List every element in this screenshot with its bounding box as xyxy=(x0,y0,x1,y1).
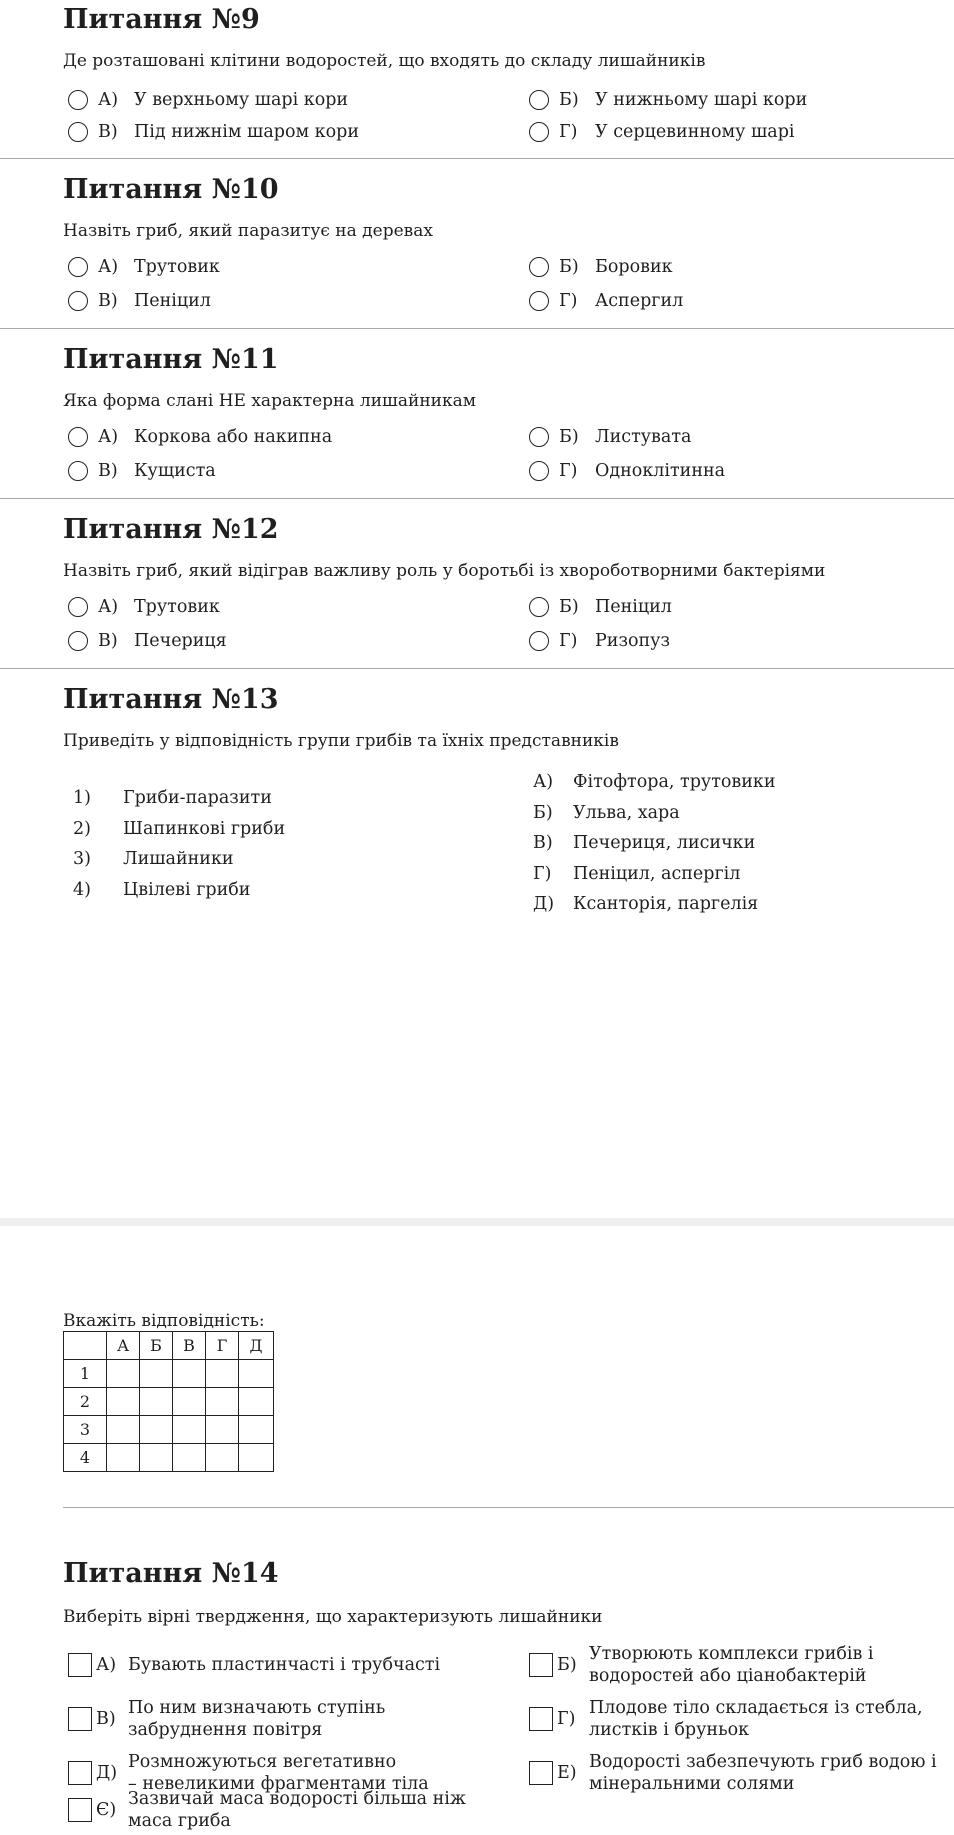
grid-col-header: Г xyxy=(206,1332,239,1360)
option-a[interactable]: А) Трутовик xyxy=(68,253,220,281)
checkbox[interactable] xyxy=(68,1707,92,1731)
grid-cell[interactable] xyxy=(173,1444,206,1472)
question-10 xyxy=(0,159,954,329)
question-title: Питання №10 xyxy=(63,174,279,205)
question-title: Питання №14 xyxy=(63,1558,279,1589)
question-11 xyxy=(0,329,954,499)
list-item: Г) Пеніцил, аспергіл xyxy=(533,863,741,884)
radio-icon[interactable] xyxy=(68,257,88,277)
grid-row-header: 3 xyxy=(64,1416,107,1444)
list-item: Д) Ксанторія, паргелія xyxy=(533,894,759,915)
grid-cell[interactable] xyxy=(239,1444,274,1472)
question-14 xyxy=(0,1508,954,1835)
grid-cell[interactable] xyxy=(140,1416,173,1444)
match-left-list xyxy=(73,783,285,905)
option-v[interactable]: В) Печериця xyxy=(68,627,227,655)
option-b[interactable]: Б) Пеніцил xyxy=(529,593,672,621)
list-item: 1) Гриби-паразити xyxy=(73,788,272,809)
grid-col-header: Д xyxy=(239,1332,274,1360)
question-title: Питання №13 xyxy=(63,684,279,715)
radio-icon[interactable] xyxy=(529,597,549,617)
radio-icon[interactable] xyxy=(529,461,549,481)
checkbox[interactable] xyxy=(529,1653,553,1677)
option-a[interactable]: А) Трутовик xyxy=(68,593,220,621)
radio-icon[interactable] xyxy=(529,427,549,447)
grid-cell[interactable] xyxy=(140,1444,173,1472)
option-g[interactable]: Г) Аспергил xyxy=(529,287,683,315)
list-item: А) Фітофтора, трутовики xyxy=(533,772,776,793)
grid-cell[interactable] xyxy=(173,1388,206,1416)
option-b[interactable]: Б) Боровик xyxy=(529,253,673,281)
option-d[interactable]: Д) Розмножуються вегетативно – невеликими фрагментами тіла xyxy=(68,1751,429,1795)
grid-cell[interactable] xyxy=(107,1388,140,1416)
option-v[interactable]: В) По ним визначають ступінь забруднення повітря xyxy=(68,1697,385,1741)
grid-col-header: В xyxy=(173,1332,206,1360)
radio-icon[interactable] xyxy=(529,90,549,110)
option-b[interactable]: Б) Листувата xyxy=(529,423,691,451)
question-text: Приведіть у відповідність групи грибів та їхніх представників xyxy=(63,731,619,751)
list-item: 4) Цвілеві гриби xyxy=(73,879,251,900)
grid-cell[interactable] xyxy=(173,1360,206,1388)
grid-cell[interactable] xyxy=(140,1360,173,1388)
grid-cell[interactable] xyxy=(206,1444,239,1472)
question-text: Назвіть гриб, який відіграв важливу роль у боротьбі із хвороботворними бактеріями xyxy=(63,561,826,581)
option-g[interactable]: Г) У серцевинному шарі xyxy=(529,118,795,146)
list-item: 2) Шапинкові гриби xyxy=(73,818,286,839)
radio-icon[interactable] xyxy=(68,597,88,617)
option-e[interactable]: Е) Водорості забезпечують гриб водою і мінеральними солями xyxy=(529,1751,937,1795)
option-v[interactable]: В) Під нижнім шаром кори xyxy=(68,118,359,146)
question-9 xyxy=(0,0,954,159)
answer-grid-block xyxy=(63,1311,274,1472)
grid-cell[interactable] xyxy=(107,1416,140,1444)
grid-label: Вкажіть відповідність: xyxy=(63,1311,265,1331)
answer-grid xyxy=(63,1331,274,1472)
question-text: Яка форма слані НЕ характерна лишайникам xyxy=(63,391,476,411)
question-title: Питання №11 xyxy=(63,344,279,375)
page-2 xyxy=(0,1226,954,1835)
radio-icon[interactable] xyxy=(68,90,88,110)
option-a[interactable]: А) Бувають пластинчасті і трубчасті xyxy=(68,1643,440,1687)
question-title: Питання №12 xyxy=(63,514,279,545)
option-ye[interactable]: Є) Зазвичай маса водорості більша ніж маса гриба xyxy=(68,1788,466,1832)
radio-icon[interactable] xyxy=(68,427,88,447)
grid-cell[interactable] xyxy=(206,1360,239,1388)
option-a[interactable]: А) У верхньому шарі кори xyxy=(68,86,348,114)
grid-col-header: Б xyxy=(140,1332,173,1360)
option-g[interactable]: Г) Ризопуз xyxy=(529,627,670,655)
list-item: В) Печериця, лисички xyxy=(533,833,756,854)
grid-cell[interactable] xyxy=(206,1416,239,1444)
grid-cell[interactable] xyxy=(239,1416,274,1444)
grid-row-header: 4 xyxy=(64,1444,107,1472)
checkbox[interactable] xyxy=(68,1761,92,1785)
grid-row-header: 1 xyxy=(64,1360,107,1388)
checkbox[interactable] xyxy=(529,1707,553,1731)
option-v[interactable]: В) Пеніцил xyxy=(68,287,211,315)
match-right-list xyxy=(533,767,776,920)
radio-icon[interactable] xyxy=(529,291,549,311)
grid-cell[interactable] xyxy=(239,1388,274,1416)
question-12 xyxy=(0,499,954,669)
checkbox[interactable] xyxy=(529,1761,553,1785)
checkbox[interactable] xyxy=(68,1653,92,1677)
list-item: Б) Ульва, хара xyxy=(533,802,680,823)
option-g[interactable]: Г) Одноклітинна xyxy=(529,457,725,485)
grid-cell[interactable] xyxy=(107,1360,140,1388)
question-13 xyxy=(0,669,954,1209)
option-b[interactable]: Б) Утворюють комплекси грибів і водоростей або ціанобактерій xyxy=(529,1643,874,1687)
question-title: Питання №9 xyxy=(63,4,260,35)
grid-col-header: А xyxy=(107,1332,140,1360)
radio-icon[interactable] xyxy=(529,257,549,277)
grid-cell[interactable] xyxy=(107,1444,140,1472)
radio-icon[interactable] xyxy=(529,122,549,142)
page-separator xyxy=(0,1218,954,1226)
checkbox[interactable] xyxy=(68,1798,92,1822)
question-text: Назвіть гриб, який паразитує на деревах xyxy=(63,221,433,241)
grid-row-header: 2 xyxy=(64,1388,107,1416)
radio-icon[interactable] xyxy=(68,631,88,651)
grid-corner xyxy=(64,1332,107,1360)
list-item: 3) Лишайники xyxy=(73,849,234,870)
option-b[interactable]: Б) У нижньому шарі кори xyxy=(529,86,807,114)
radio-icon[interactable] xyxy=(68,122,88,142)
radio-icon[interactable] xyxy=(68,291,88,311)
option-a[interactable]: А) Коркова або накипна xyxy=(68,423,332,451)
grid-cell[interactable] xyxy=(239,1360,274,1388)
grid-cell[interactable] xyxy=(206,1388,239,1416)
radio-icon[interactable] xyxy=(68,461,88,481)
question-text: Виберіть вірні твердження, що характеризують лишайники xyxy=(63,1607,603,1627)
question-text: Де розташовані клітини водоростей, що входять до складу лишайників xyxy=(63,51,706,71)
radio-icon[interactable] xyxy=(529,631,549,651)
grid-cell[interactable] xyxy=(173,1416,206,1444)
grid-cell[interactable] xyxy=(140,1388,173,1416)
option-v[interactable]: В) Кущиста xyxy=(68,457,216,485)
option-g[interactable]: Г) Плодове тіло складається із стебла, листків і бруньок xyxy=(529,1697,923,1741)
